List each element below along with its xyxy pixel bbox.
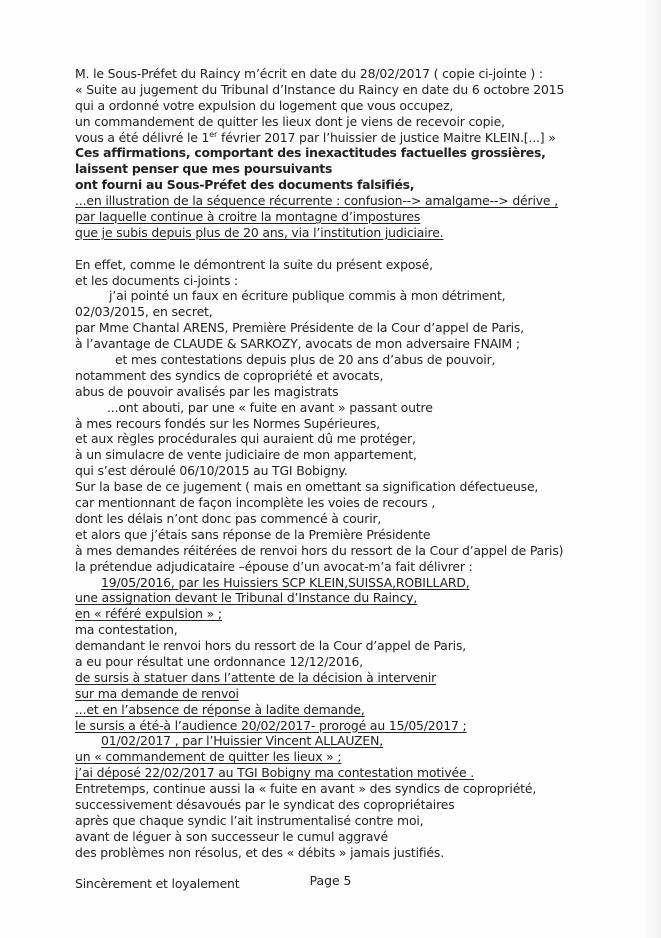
text-line: à un simulacre de vente judiciaire de mon appartement,: [75, 447, 417, 463]
page-number: Page 5: [309, 873, 352, 888]
scan-edge-shadow: [643, 0, 661, 938]
text-line: à mes recours fondés sur les Normes Supérieures,: [75, 415, 380, 431]
text-line: a eu pour résultat une ordonnance 12/12/2016,: [75, 653, 364, 669]
text-line: j’ai pointé un faux en écriture publique commis à mon détriment,: [109, 288, 506, 304]
text-line: à l’avantage de CLAUDE & SARKOZY, avocats de mon adversaire FNAIM ;: [75, 336, 520, 352]
text-line: M. le Sous-Préfet du Raincy m’écrit en date du 28/02/2017 ( copie ci-jointe ) :: [75, 66, 543, 81]
underlined-line: le sursis a été-à l’audience 20/02/2017- prorogé au 15/05/2017 ;: [75, 717, 467, 733]
text-line: à mes demandes réitérées de renvoi hors du ressort de la Cour d’appel de Paris): [75, 542, 564, 558]
bold-line: Ces affirmations, comportant des inexactitudes factuelles grossières,: [75, 145, 546, 161]
text-line: abus de pouvoir avalisés par les magistrats: [75, 383, 339, 399]
closing-line: Sincèrement et loyalement: [75, 876, 240, 892]
text-line: En effet, comme le démontrent la suite du présent exposé,: [75, 256, 433, 272]
underlined-line: de sursis à statuer dans l’attente de la décision à intervenir: [75, 669, 437, 685]
superscript: er: [209, 129, 218, 139]
text-line: « Suite au jugement du Tribunal d’Instance du Raincy en date du 6 octobre 2015: [75, 81, 565, 97]
text-line: avant de léguer à son successeur le cumul aggravé: [75, 828, 388, 844]
underlined-line: sur ma demande de renvoi: [75, 685, 239, 701]
underlined-line: un « commandement de quitter les lieux » ;: [75, 749, 342, 765]
text-line: car mentionnant de façon incomplète les voies de recours ,: [75, 495, 436, 511]
bold-line: ont fourni au Sous-Préfet des documents falsifiés,: [75, 177, 415, 193]
text-line: notamment des syndics de copropriété et avocats,: [75, 367, 384, 383]
text-line: [75, 130, 635, 146]
text-line: et mes contestations depuis plus de 20 ans d’abus de pouvoir,: [115, 352, 496, 368]
text-line: par Mme Chantal ARENS, Première Présidente de la Cour d’appel de Paris,: [75, 320, 524, 336]
bold-line: laissent penser que mes poursuivants: [75, 161, 333, 177]
text-line: qui s’est déroulé 06/10/2015 au TGI Bobigny.: [75, 463, 348, 479]
text-line: et alors que j’étais sans réponse de la Première Présidente: [75, 526, 431, 542]
underlined-line: ...et en l’absence de réponse à ladite demande,: [75, 701, 365, 717]
underlined-line: 19/05/2016, par les Huissiers SCP KLEIN,SUISSA,ROBILLARD,: [101, 574, 470, 590]
underlined-line: par laquelle continue à croitre la montagne d’impostures: [75, 209, 421, 225]
text-line: qui a ordonné votre expulsion du logement que vous occupez,: [75, 97, 454, 113]
underlined-line: en « référé expulsion » ;: [75, 606, 222, 622]
underlined-line: j’ai déposé 22/02/2017 au TGI Bobigny ma contestation motivée .: [75, 765, 475, 781]
text-line: la prétendue adjudicataire –épouse d’un avocat-m’a fait délivrer :: [75, 558, 473, 574]
text-line: 02/03/2015, en secret,: [75, 304, 213, 320]
text-line: demandant le renvoi hors du ressort de la Cour d’appel de Paris,: [75, 638, 467, 654]
text-line: ma contestation,: [75, 622, 178, 638]
text-line: un commandement de quitter les lieux dont je viens de recevoir copie,: [75, 113, 505, 129]
letter-body: [75, 66, 635, 892]
text-line: dont les délais n’ont donc pas commencé à courir,: [75, 510, 382, 526]
underlined-line: que je subis depuis plus de 20 ans, via l’institution judiciaire.: [75, 224, 444, 240]
text-line: Entretemps, continue aussi la « fuite en avant » des syndics de copropriété,: [75, 781, 537, 797]
text-line: après que chaque syndic l’ait instrumentalisé contre moi,: [75, 812, 424, 828]
text-segment: février 2017 par l’huissier de justice Maitre KLEIN.[...] »: [217, 129, 556, 145]
text-line: successivement désavoués par le syndicat des copropriétaires: [75, 796, 455, 812]
text-line: Sur la base de ce jugement ( mais en omettant sa signification défectueuse,: [75, 479, 539, 495]
underlined-line: 01/02/2017 , par l’Huissier Vincent ALLAUZEN,: [101, 733, 383, 749]
text-line: et les documents ci-joints :: [75, 272, 239, 288]
text-line: ...ont abouti, par une « fuite en avant » passant outre: [107, 399, 433, 415]
underlined-line: une assignation devant le Tribunal d’Instance du Raincy,: [75, 590, 418, 606]
underlined-line: ...en illustration de la séquence récurrente : confusion--> amalgame--> dérive ,: [75, 193, 558, 209]
text-line: des problèmes non résolus, et des « débits » jamais justifiés.: [75, 844, 445, 860]
paragraph-gap: [75, 241, 635, 257]
text-segment: vous a été délivré le 1: [75, 129, 210, 145]
text-line: et aux règles procédurales qui auraient dû me protéger,: [75, 431, 416, 447]
